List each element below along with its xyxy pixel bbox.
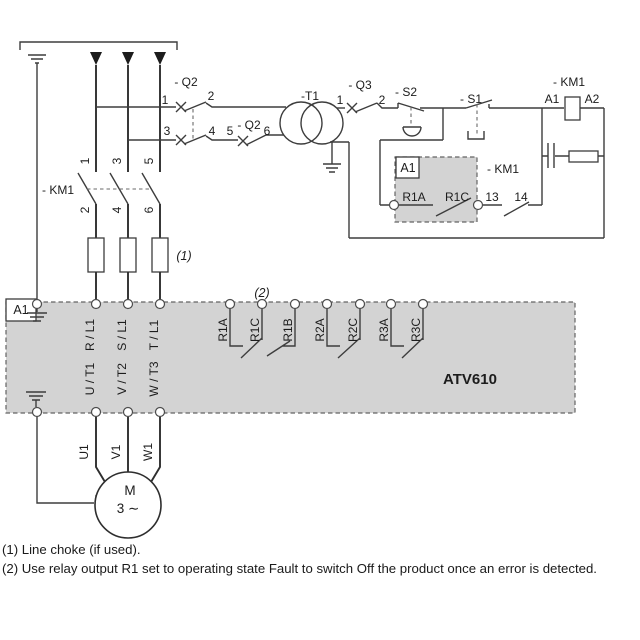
km1-terminal-4: 4 [110, 206, 124, 214]
drive-ref-label: A1 [13, 303, 29, 317]
relay-label-r1a: R1A [216, 318, 230, 342]
line-chokes [88, 238, 192, 299]
relay-terminal [323, 300, 332, 309]
input-terminal [92, 300, 101, 309]
km1-terminal-13: 13 [485, 190, 499, 204]
choke-icon [120, 238, 136, 272]
phase-arrow-icon [90, 52, 102, 65]
s2-contact [398, 103, 466, 111]
r1c-terminal [474, 201, 483, 210]
q2-terminal-5: 5 [226, 124, 234, 138]
output-label-u-t1: U / T1 [83, 362, 97, 396]
pe-terminal [33, 300, 42, 309]
relay-terminal [387, 300, 396, 309]
relay-label-r2c: R2C [346, 317, 360, 343]
relay-label-r1b: R1B [281, 318, 295, 342]
relay-note-marker: (2) [254, 286, 270, 300]
km1-terminal-3: 3 [110, 157, 124, 165]
motor-wire-v1: V1 [109, 444, 123, 460]
output-label-w-t3: W / T3 [147, 361, 161, 397]
q2-terminal-4: 4 [208, 124, 216, 138]
q2-terminal-6: 6 [263, 124, 271, 138]
breaker-q2 [96, 75, 286, 146]
output-terminal [156, 408, 165, 417]
fault-relay-box-label: A1 [400, 161, 416, 175]
km1-aux-contact-symbol [483, 202, 542, 216]
km1-terminal-6: 6 [142, 206, 156, 214]
phase-arrow-icon [154, 52, 166, 65]
input-terminal [156, 300, 165, 309]
relay-label-r3c: R3C [409, 317, 423, 343]
choke-icon [152, 238, 168, 272]
km1-coil-label: - KM1 [552, 75, 586, 89]
breaker-q3 [337, 78, 398, 113]
km1-main-label: - KM1 [41, 183, 75, 197]
input-label-t-l1: T / L1 [147, 319, 161, 351]
km1-coil-icon [565, 97, 580, 120]
transformer-t1 [280, 89, 349, 238]
choke-out-wires [96, 272, 160, 299]
q3-blade [355, 103, 377, 112]
q3-label: - Q3 [348, 78, 372, 92]
q3-terminal-1: 1 [336, 93, 344, 107]
relay-terminal [226, 300, 235, 309]
input-terminal [124, 300, 133, 309]
choke-note-marker: (1) [176, 249, 192, 263]
relay-terminal [258, 300, 267, 309]
motor-wire-u1: U1 [77, 444, 91, 460]
drive-model-label: ATV610 [443, 371, 497, 388]
relay-terminal [291, 300, 300, 309]
t1-secondary-bottom-wire [330, 142, 349, 238]
s1-label: - S1 [459, 92, 483, 106]
relay-label-r3a: R3A [377, 318, 391, 342]
mushroom-head-icon [403, 127, 421, 136]
relay-terminal [356, 300, 365, 309]
resistor-icon [569, 151, 598, 162]
motor-phase-label: 3 ∼ [116, 501, 140, 516]
phase-arrow-icon [122, 52, 134, 65]
km1-a2-terminal: A2 [584, 92, 600, 106]
q2-terminal-1: 1 [161, 93, 169, 107]
km1-terminal-14: 14 [514, 190, 528, 204]
pe-out-terminal [33, 408, 42, 417]
output-terminal [124, 408, 133, 417]
km1-aux-contact [483, 190, 542, 216]
km1-a1-terminal: A1 [544, 92, 560, 106]
km1-main-contacts [42, 157, 160, 238]
output-label-v-t2: V / T2 [115, 363, 129, 395]
relay-terminal [419, 300, 428, 309]
footnote-2: (2) Use relay output R1 set to operating state Fault to switch Off the product once an error is detected. [2, 560, 597, 576]
r1c-label: R1C [444, 190, 470, 204]
earth-icon [28, 55, 46, 300]
r1a-terminal [390, 201, 399, 210]
supply-bracket [20, 42, 177, 50]
choke-icon [88, 238, 104, 272]
output-terminal [92, 408, 101, 417]
motor-label: M [124, 483, 136, 498]
relay-label-r2a: R2A [313, 318, 327, 342]
relay-label-r1c: R1C [248, 317, 262, 343]
km1-ref-label: - KM1 [486, 162, 520, 176]
q2-terminal-3: 3 [163, 124, 171, 138]
input-label-s-l1: S / L1 [115, 319, 129, 351]
earth-icon [323, 142, 341, 172]
km1-terminal-2: 2 [78, 206, 92, 214]
motor-section [37, 417, 161, 538]
pushbutton-icon [468, 131, 484, 139]
km1-terminal-1: 1 [78, 157, 92, 165]
footnote-1: (1) Line choke (if used). [2, 542, 141, 557]
q2-aux-label: - Q2 [237, 118, 261, 132]
motor-wire-w1: W1 [141, 443, 155, 461]
footnotes [2, 541, 640, 578]
q2-terminal-2: 2 [207, 89, 215, 103]
q2-label: - Q2 [174, 75, 198, 89]
phase-lines [96, 65, 160, 172]
q3-terminal-2: 2 [378, 93, 386, 107]
input-label-r-l1: R / L1 [83, 318, 97, 352]
km1-terminal-5: 5 [142, 157, 156, 165]
r1a-label: R1A [402, 190, 426, 204]
s2-label: - S2 [394, 85, 418, 99]
t1-label: -T1 [301, 89, 319, 103]
